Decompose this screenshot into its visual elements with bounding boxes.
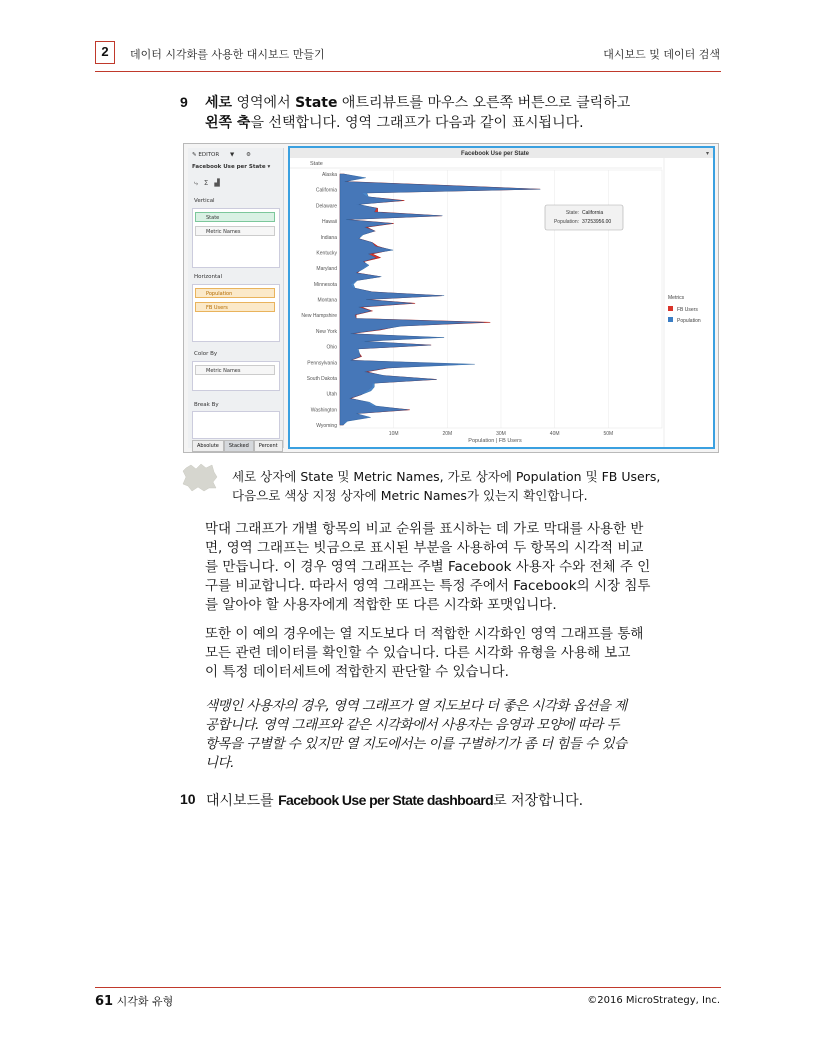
step-run: 대시보드를 — [206, 793, 279, 809]
chapter-title: 데이터 시각화를 사용한 대시보드 만들기 — [130, 48, 325, 61]
breakby-label: Break By — [194, 402, 219, 408]
tooltip-state-value: California — [582, 210, 604, 216]
tab-editor-label: EDITOR — [198, 152, 220, 158]
header-divider — [95, 71, 721, 72]
tooltip-pop-value: 37253956.00 — [582, 219, 612, 225]
legend-title: Metrics — [668, 295, 685, 301]
pill-color-metric-names[interactable]: Metric Names — [195, 365, 275, 375]
step-number: 10 — [180, 791, 196, 807]
y-tick-label: Montana — [317, 297, 337, 304]
x-tick-label: 20M — [442, 431, 453, 437]
step-text — [206, 790, 583, 810]
y-tick-label: South Dakota — [306, 375, 337, 382]
tab-filter[interactable]: ▼ — [230, 152, 235, 158]
y-tick-label: Delaware — [315, 203, 337, 210]
chevron-down-icon[interactable]: ▾ — [267, 164, 271, 170]
legend-label-pop: Population — [677, 318, 701, 324]
note-icon — [182, 462, 218, 492]
paragraph-line: 막대 그래프가 개별 항목의 비교 순위를 표시하는 데 가로 막대를 사용한 반 — [205, 521, 644, 537]
page-number: 61 — [95, 994, 114, 1009]
y-tick-label: New Hampshire — [301, 313, 337, 320]
x-tick-label: 30M — [496, 431, 506, 437]
y-tick-label: Pennsylvania — [307, 360, 337, 367]
y-tick-label: Washington — [310, 407, 337, 414]
section-title: 대시보드 및 데이터 검색 — [603, 48, 720, 61]
copyright: ©2016 MicroStrategy, Inc. — [587, 995, 720, 1006]
colorby-dropzone[interactable] — [192, 361, 280, 391]
colorby-label: Color By — [194, 351, 218, 357]
tooltip-box — [545, 205, 623, 230]
chart-title: Facebook Use per State — [460, 151, 530, 157]
y-tick-label: Ohio — [326, 344, 337, 351]
legend-swatch-pop — [668, 317, 673, 322]
pill-population[interactable]: Population — [195, 288, 275, 298]
paragraph-line: 니다. — [205, 755, 234, 771]
chart-icon[interactable]: ▟ — [214, 179, 226, 187]
tab-editor[interactable] — [192, 150, 219, 161]
paragraph-line: 공합니다. 영역 그래프와 같은 시각화에서 사용자는 음영과 모양에 따라 두 — [205, 717, 620, 733]
paragraph-line: 항목을 구별할 수 있지만 열 지도에서는 이를 구별하기가 좀 더 힘들 수 있습 — [205, 736, 627, 752]
step-run: 을 선택합니다. 영역 그래프가 다음과 같이 표시됩니다. — [250, 115, 584, 131]
paragraph-line: 를 만듭니다. 이 경우 영역 그래프는 주별 Facebook 사용자 수와 전체 주 인 — [205, 559, 651, 575]
stacked-button[interactable]: Stacked — [224, 440, 254, 452]
footer-page — [95, 993, 173, 1009]
pencil-icon: ✎ — [192, 152, 199, 158]
paragraph-line: 구를 비교합니다. 따라서 영역 그래프는 특정 주에서 Facebook의 시장 침투 — [205, 578, 651, 594]
step-text — [205, 93, 725, 133]
legend-swatch-fb — [668, 306, 673, 311]
x-tick-label: 40M — [549, 431, 560, 437]
step-run: 애트리뷰트를 마우스 오른쪽 버튼으로 클릭하고 — [337, 95, 631, 111]
note-line: 세로 상자에 State 및 Metric Names, 가로 상자에 Population 및 FB Users, — [232, 469, 661, 484]
step-run: 영역에서 — [232, 95, 296, 111]
y-tick-label: Kentucky — [316, 250, 337, 257]
paragraph — [205, 520, 725, 615]
percent-button[interactable]: Percent — [254, 440, 283, 452]
x-tick-label: 10M — [388, 431, 399, 437]
step-number: 9 — [180, 94, 188, 110]
y-axis-title: State — [310, 161, 323, 167]
step-emph: Facebook Use per State dashboard — [278, 792, 494, 808]
paragraph-line: 모든 관련 데이터를 확인할 수 있습니다. 다른 시각화 유형을 사용해 보고 — [205, 645, 631, 661]
horizontal-label: Horizontal — [194, 274, 223, 280]
tooltip-state-label: State: — [565, 210, 579, 216]
legend-label-fb: FB Users — [677, 307, 698, 313]
area-chart — [290, 148, 713, 447]
paragraph — [205, 625, 725, 682]
horizontal-dropzone[interactable] — [192, 284, 280, 342]
y-tick-label: Utah — [326, 391, 337, 398]
y-tick-label: Indiana — [320, 234, 337, 241]
y-tick-label: New York — [315, 328, 337, 335]
pill-fb-users[interactable]: FB Users — [195, 302, 275, 312]
paragraph-line: 이 특정 데이터세트에 적합한지 판단할 수 있습니다. — [205, 664, 509, 680]
step-run: 로 저장합니다. — [493, 793, 584, 809]
vertical-dropzone[interactable] — [192, 208, 280, 268]
pill-state[interactable]: State — [195, 212, 275, 222]
y-tick-label: Minnesota — [313, 281, 337, 288]
note-line: 다음으로 색상 지정 상자에 Metric Names가 있는지 확인합니다. — [232, 488, 588, 503]
editor-title-text: Facebook Use per State — [192, 164, 266, 170]
sum-icon[interactable]: Σ — [203, 179, 215, 187]
paragraph-line: 를 알아야 할 사용자에게 적합한 또 다른 시각화 포맷입니다. — [205, 597, 557, 613]
y-tick-label: Hawaii — [321, 219, 337, 226]
tooltip-pop-label: Population: — [553, 219, 579, 225]
paragraph-line: 또한 이 예의 경우에는 열 지도보다 더 적합한 시각화인 영역 그래프를 통해 — [205, 626, 644, 642]
tip-paragraph — [205, 697, 725, 773]
step-emph: 세로 — [205, 95, 233, 111]
absolute-button[interactable]: Absolute — [192, 440, 224, 452]
y-tick-label: Alaska — [321, 172, 337, 178]
paragraph-line: 색맹인 사용자의 경우, 영역 그래프가 열 지도보다 더 좋은 시각화 옵션을 제 — [205, 698, 627, 714]
swap-icon[interactable]: ⤷ — [194, 179, 204, 187]
pill-metric-names[interactable]: Metric Names — [195, 226, 275, 236]
chart-container[interactable] — [288, 146, 715, 449]
vertical-label: Vertical — [194, 198, 215, 204]
y-tick-label: Wyoming — [316, 423, 337, 429]
page-label: 시각화 유형 — [116, 995, 174, 1008]
editor-title — [192, 164, 270, 170]
chart-menu-icon: ▾ — [705, 151, 709, 157]
note-text — [232, 467, 722, 505]
editor-toolbar — [194, 179, 226, 188]
step-emph: State — [295, 95, 338, 111]
y-tick-label: California — [315, 187, 337, 194]
paragraph-line: 면, 영역 그래프는 빗금으로 표시된 부분을 사용하여 두 항목의 시각적 비교 — [205, 540, 644, 556]
mode-buttons — [192, 440, 283, 452]
x-axis-title: Population | FB Users — [468, 438, 522, 444]
y-tick-label: Maryland — [316, 266, 337, 273]
editor-panel — [188, 148, 284, 448]
tab-settings[interactable]: ⚙ — [246, 152, 251, 158]
breakby-dropzone[interactable] — [192, 411, 280, 439]
step-emph: 왼쪽 축 — [205, 115, 251, 131]
footer-divider — [95, 987, 721, 988]
chapter-number: 2 — [95, 41, 115, 64]
x-tick-label: 50M — [603, 431, 614, 437]
